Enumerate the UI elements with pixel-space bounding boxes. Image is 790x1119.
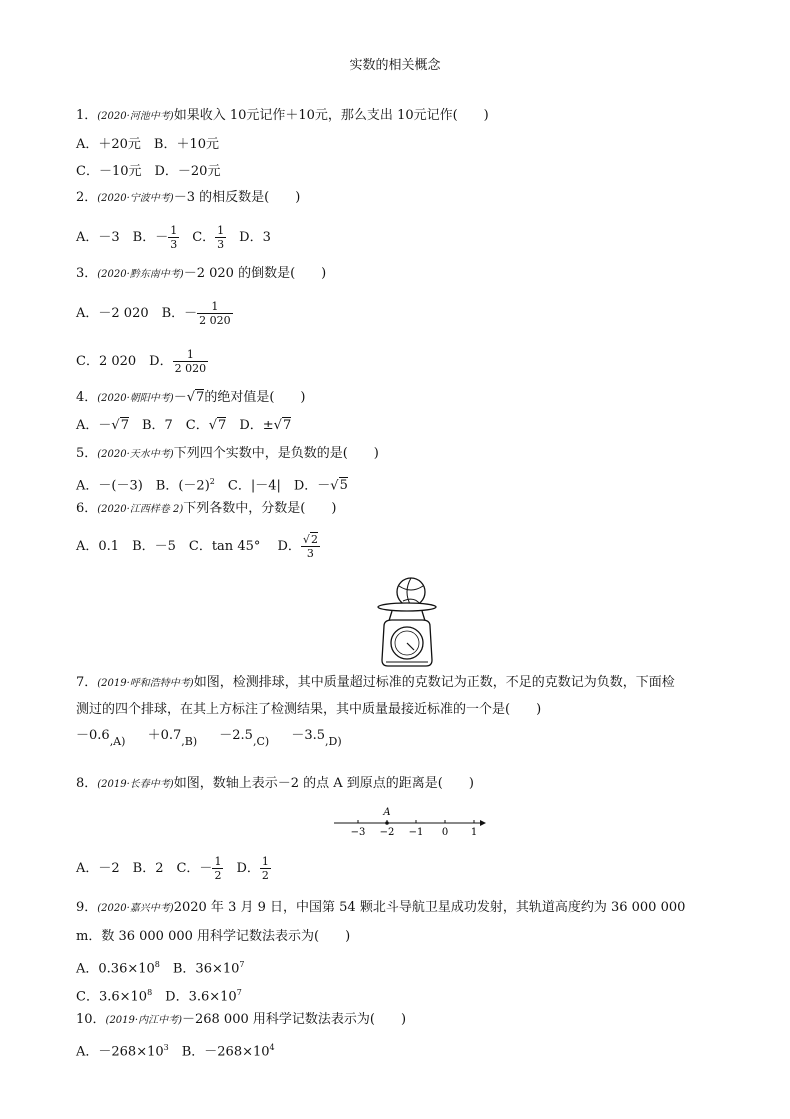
axis-tick-label: 0: [441, 827, 449, 838]
source-tag: (2020·嘉兴中考): [97, 903, 174, 914]
q7-options: －0.6,A) ＋0.7,B) －2.5,C) －3.5,D): [76, 728, 342, 748]
question-8: 8．(2019·长春中考)如图，数轴上表示－2 的点 A 到原点的距离是( ): [76, 776, 474, 791]
q5-options: A．－(－3) B．$(-2)^2$ C．|－4| D．－√5: [76, 477, 348, 494]
question-4: 4．(2020·朝阳中考)－√7的绝对值是( ): [76, 390, 306, 405]
q9-options-ab: A．$0.36\times 10^8$ B．$36\times 10^7$: [76, 960, 245, 977]
question-5: 5．(2020·天水中考)下列四个实数中，是负数的是( ): [76, 446, 379, 461]
fraction: $\frac{1}{2}$: [214, 855, 222, 882]
question-1: 1．(2020·河池中考)如果收入 10元记作＋10元，那么支出 10元记作( ): [76, 108, 489, 123]
axis-tick-label: −3: [350, 827, 366, 838]
question-7: 7．(2019·呼和浩特中考)如图，检测排球，其中质量超过标准的克数记为正数，不足的克数记为负数，下面检: [76, 675, 675, 690]
q3-options-ab: A．－2 020 B．－ $\frac{1}{2 020}$: [76, 300, 231, 327]
question-9-cont: m．数 36 000 000 用科学记数法表示为( ): [76, 929, 351, 944]
axis-tick-label: −1: [408, 827, 424, 838]
source-tag: (2020·河池中考): [97, 111, 174, 122]
scale-volleyball-figure: [370, 574, 440, 668]
source-tag: (2019·长春中考): [97, 779, 174, 790]
source-tag: (2019·内江中考): [105, 1015, 182, 1026]
question-3: 3．(2020·黔东南中考)－2 020 的倒数是( ): [76, 266, 327, 281]
question-10: 10．(2019·内江中考)－268 000 用科学记数法表示为( ): [76, 1012, 407, 1027]
fraction: $\frac{1}{2 020}$: [199, 300, 231, 327]
question-2: 2．(2020·宁波中考)－3 的相反数是( ): [76, 190, 301, 205]
source-tag: (2020·江西样卷 2): [97, 504, 184, 515]
point-a-label: A: [383, 807, 391, 818]
fraction: $\frac{1}{2}$: [261, 855, 269, 882]
volleyball: [397, 578, 425, 606]
radicand: 7: [196, 390, 205, 405]
source-tag: (2020·朝阳中考): [97, 393, 174, 404]
fraction: $\frac{√2}{3}$: [302, 533, 318, 560]
question-9: 9．(2020·嘉兴中考)2020 年 3 月 9 日，中国第 54 颗北斗导航卫星成功发射，其轨道高度约为 36 000 000: [76, 900, 686, 915]
source-tag: (2020·宁波中考): [97, 193, 174, 204]
scale-pan: [378, 603, 436, 611]
axis-tick-label: −2: [379, 827, 395, 838]
q6-options: A．0.1 B．－5 C．tan 45° D． $\frac{√2}{3}$: [76, 533, 318, 560]
source-tag: (2019·呼和浩特中考): [97, 678, 194, 689]
axis-tick-label: 1: [470, 827, 478, 838]
source-tag: (2020·天水中考): [97, 449, 174, 460]
page-title: 实数的相关概念: [349, 58, 441, 73]
q9-options-cd: C．$3.6\times 10^8$ D．$3.6\times 10^7$: [76, 988, 242, 1005]
q10-options: A．$-268\times 10^3$ B．$-268\times 10^4$: [76, 1043, 275, 1060]
fraction: $\frac{1}{3}$: [170, 224, 178, 251]
q4-options: A．－√7 B．7 C．√7 D．±√7: [76, 418, 292, 433]
point-a-marker: [385, 821, 389, 825]
number-line-figure: [330, 803, 490, 843]
q1-options-cd: C．－10元 D．－20元: [76, 164, 221, 179]
q8-options: A．－2 B．2 C．－ $\frac{1}{2}$ D． $\frac{1}{2}$: [76, 855, 269, 882]
fraction: $\frac{1}{2 020}$: [174, 348, 207, 375]
question-6: 6．(2020·江西样卷 2)下列各数中，分数是( ): [76, 501, 337, 516]
source-tag: (2020·黔东南中考): [97, 269, 184, 280]
question-7-cont: 测过的四个排球，在其上方标注了检测结果，其中质量最接近标准的一个是( ): [76, 702, 542, 717]
fraction: $\frac{1}{3}$: [217, 224, 225, 251]
q2-options: A．－3 B．－ $\frac{1}{3}$ C． $\frac{1}{3}$ D．3: [76, 224, 271, 251]
q1-options-ab: A．＋20元 B．＋10元: [76, 137, 220, 152]
q3-options-cd: C．2 020 D． $\frac{1}{2 020}$: [76, 348, 207, 375]
